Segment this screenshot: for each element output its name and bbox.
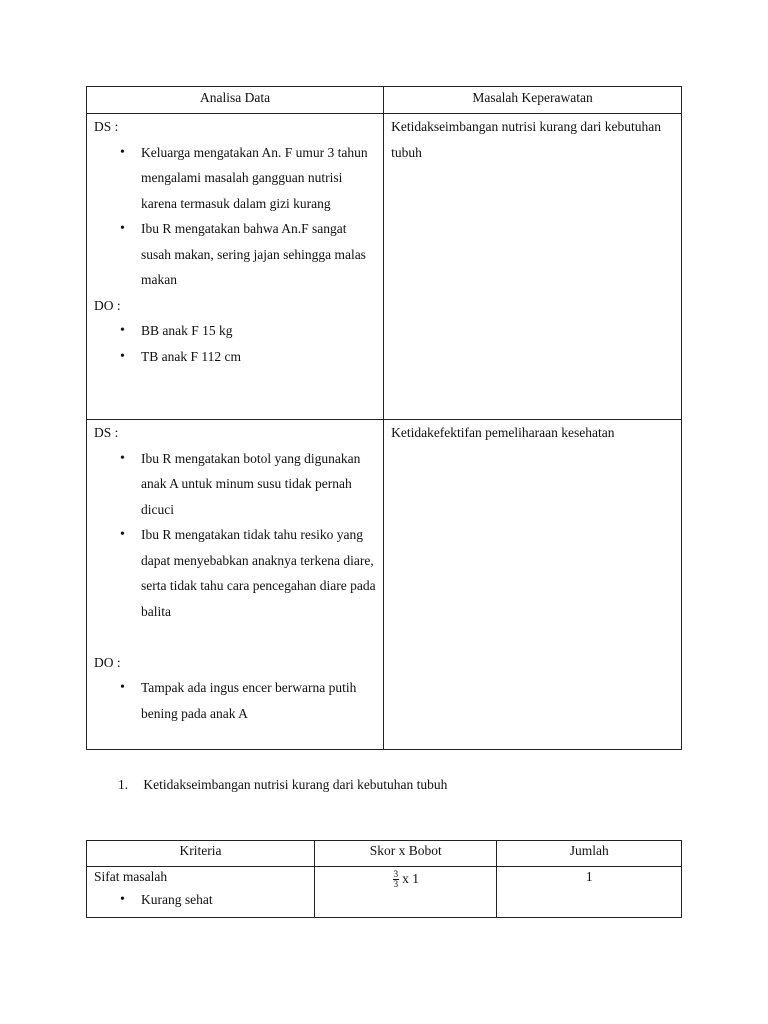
weight-text: x 1: [402, 871, 419, 886]
total-cell: 1: [497, 867, 682, 918]
nursing-problem-cell: Ketidakseimbangan nutrisi kurang dari kebutuhan tubuh: [384, 114, 682, 420]
ds-label: DS :: [94, 119, 119, 134]
fraction-denominator: 3: [393, 879, 399, 890]
ds-list: [94, 140, 377, 293]
table-row: [87, 114, 682, 420]
header-analisa-data: Analisa Data: [87, 87, 384, 114]
nursing-problem-cell: Ketidakefektifan pemeliharaan kesehatan: [384, 420, 682, 750]
table-header-row: [87, 841, 682, 867]
analysis-data-cell: [87, 420, 384, 750]
list-item: • Ibu R mengatakan botol yang digunakan anak A untuk minum susu tidak pernah dicuci: [94, 446, 377, 523]
do-list: [94, 675, 377, 726]
do-label: DO :: [94, 654, 121, 670]
score-cell: [315, 867, 497, 918]
list-item: • TB anak F 112 cm: [94, 344, 377, 370]
analysis-data-cell: [87, 114, 384, 420]
list-item: • Ibu R mengatakan bahwa An.F sangat susah makan, sering jajan sehingga malas makan: [94, 216, 377, 293]
header-skor-bobot: Skor x Bobot: [315, 841, 497, 867]
ds-label: DS :: [94, 425, 119, 440]
header-kriteria: Kriteria: [87, 841, 315, 867]
nursing-analysis-table: [86, 86, 682, 750]
section-title: Ketidakseimbangan nutrisi kurang dari kebutuhan tubuh: [143, 777, 448, 792]
score-fraction: [393, 870, 400, 889]
spacer: [94, 624, 377, 650]
do-list: [94, 318, 377, 369]
table-header-row: [87, 87, 682, 114]
scoring-table: [86, 840, 682, 918]
list-item: • Tampak ada ingus encer berwarna putih bening pada anak A: [94, 675, 377, 726]
list-item: • BB anak F 15 kg: [94, 318, 377, 344]
header-masalah-keperawatan: Masalah Keperawatan: [384, 87, 682, 114]
section-heading: [118, 772, 447, 798]
list-item: • Ibu R mengatakan tidak tahu resiko yang dapat menyebabkan anaknya terkena diare, serta tidak tahu cara pencegahan diare pada balita: [94, 522, 377, 624]
criterion-list: [94, 887, 308, 913]
criterion-cell: [87, 867, 315, 918]
criterion-label: Sifat masalah: [94, 869, 168, 884]
do-label: DO :: [94, 297, 121, 313]
list-item: • Kurang sehat: [94, 887, 308, 913]
table-row: [87, 867, 682, 918]
header-jumlah: Jumlah: [497, 841, 682, 867]
ds-list: [94, 446, 377, 625]
fraction-numerator: 3: [393, 869, 399, 880]
table-row: [87, 420, 682, 750]
list-item: • Keluarga mengatakan An. F umur 3 tahun mengalami masalah gangguan nutrisi karena termasuk dalam gizi kurang: [94, 140, 377, 217]
section-number: 1.: [118, 777, 129, 792]
